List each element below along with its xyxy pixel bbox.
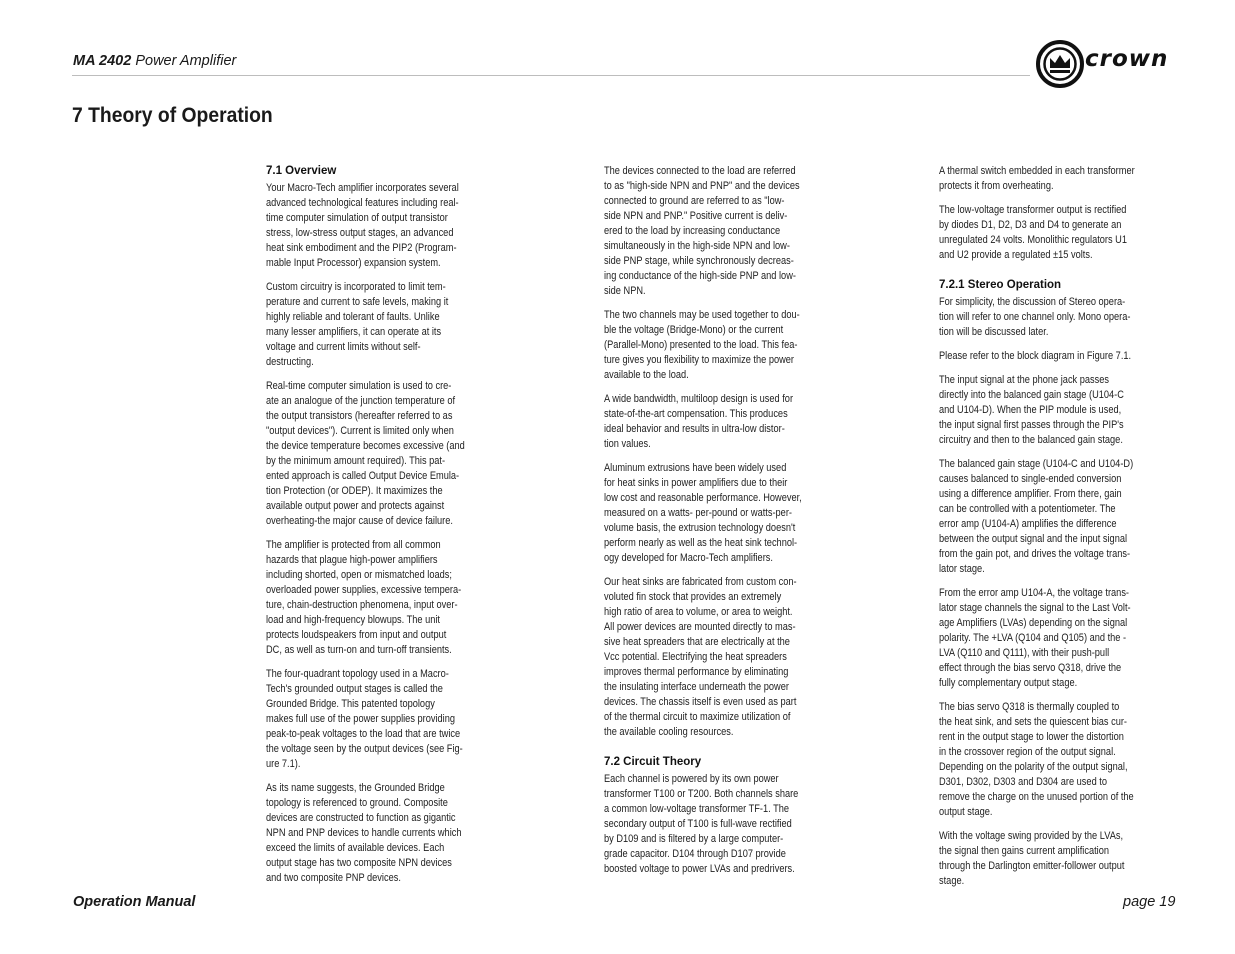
text-line: protects it from overheating. (939, 180, 1054, 192)
text-line: fully complementary output stage. (939, 677, 1078, 689)
text-line: output stage has two composite NPN devices (266, 857, 452, 869)
text-line: between the output signal and the input signal (939, 533, 1128, 545)
text-line: the voltage seen by the output devices (see Fig- (266, 743, 463, 755)
text-line: devices are constructed to function as gigantic (266, 812, 456, 824)
text-line: Vcc potential. Electrifying the heat spreaders (604, 651, 787, 663)
text-line: overheating-the major cause of device failure. (266, 515, 453, 527)
crown-logo (1036, 38, 1182, 90)
text-line: causes balanced to single-ended conversion (939, 473, 1122, 485)
crown-emblem-icon (1036, 38, 1084, 90)
paragraph (604, 575, 810, 740)
text-line: The two channels may be used together to dou- (604, 309, 800, 321)
text-line: ented approach is called Output Device Emula- (266, 470, 460, 482)
text-line: advanced technological features including real- (266, 197, 459, 209)
text-line: the input signal first passes through the PIP's (939, 419, 1124, 431)
text-line: voluted fin stock that provides an extremely (604, 591, 782, 603)
text-line: high ratio of area to volume, or area to weight. (604, 606, 793, 618)
text-line: ideal behavior and results in ultra-low distor- (604, 423, 785, 435)
paragraph (266, 280, 472, 370)
paragraph (604, 772, 810, 877)
paragraph (939, 349, 1145, 364)
text-line: ure 7.1). (266, 758, 301, 770)
text-line: NPN and PNP devices to handle currents which (266, 827, 462, 839)
text-line: topology is referenced to ground. Composite (266, 797, 448, 809)
text-line: of the thermal circuit to maximize utilization of (604, 711, 791, 723)
text-line: the heat sink, and sets the quiescent bias cur- (939, 716, 1128, 728)
paragraph (266, 379, 472, 529)
text-line: The amplifier is protected from all common (266, 539, 441, 551)
text-line: Our heat sinks are fabricated from custom con- (604, 576, 797, 588)
text-line: for heat sinks in power amplifiers due to their (604, 477, 788, 489)
heading-overview: 7.1 Overview (266, 165, 337, 177)
text-line: Grounded Bridge. This patented topology (266, 698, 435, 710)
paragraph (604, 308, 810, 383)
text-line: (Parallel-Mono) presented to the load. This fea- (604, 339, 798, 351)
text-line: state-of-the-art compensation. This produces (604, 408, 788, 420)
text-line: ture, chain-destruction phenomena, input over- (266, 599, 458, 611)
text-line: side PNP stage, while synchronously decreas- (604, 255, 794, 267)
text-line: D301, D302, D303 and D304 are used to (939, 776, 1107, 788)
text-line: using a difference amplifier. From there, gain (939, 488, 1122, 500)
text-line: Real-time computer simulation is used to cre- (266, 380, 452, 392)
text-line: load and high-frequency blowups. The unit (266, 614, 440, 626)
text-line: and U104-D). When the PIP module is used, (939, 404, 1122, 416)
footer-manual-title: Operation Manual (73, 894, 196, 910)
paragraph (266, 181, 472, 271)
text-line: rent in the output stage to lower the distortion (939, 731, 1124, 743)
text-line: side NPN and PNP." Positive current is deliv- (604, 210, 788, 222)
text-line: remove the charge on the unused portion of the (939, 791, 1134, 803)
text-line: the insulating interface underneath the power (604, 681, 789, 693)
text-line: low cost and reasonable performance. However, (604, 492, 802, 504)
text-line: The input signal at the phone jack passes (939, 374, 1110, 386)
text-line: Depending on the polarity of the output signal, (939, 761, 1128, 773)
text-line: simultaneously in the high-side NPN and low- (604, 240, 790, 252)
paragraph (266, 781, 472, 886)
text-line: voltage and current limits without self- (266, 341, 421, 353)
text-line: and U2 provide a regulated ±15 volts. (939, 249, 1093, 261)
text-line: Each channel is powered by its own power (604, 773, 779, 785)
paragraph (266, 667, 472, 772)
text-line: mable Input Processor) expansion system. (266, 257, 441, 269)
paragraph (939, 373, 1145, 448)
text-line: a common low-voltage transformer TF-1. The (604, 803, 790, 815)
text-line: time computer simulation of output transistor (266, 212, 448, 224)
paragraph (266, 538, 472, 658)
text-line: including shorted, open or mismatched loads; (266, 569, 452, 581)
paragraph (604, 392, 810, 452)
text-line: directly into the balanced gain stage (U104-C (939, 389, 1124, 401)
text-line: many lesser amplifiers, it can operate at its (266, 326, 442, 338)
text-line: improves thermal performance by eliminating (604, 666, 789, 678)
text-line: by D109 and is filtered by a large computer- (604, 833, 784, 845)
text-line: peak-to-peak voltages to the load that are twice (266, 728, 461, 740)
text-line: error amp (U104-A) amplifies the difference (939, 518, 1117, 530)
text-line: grade capacitor. D104 through D107 provide (604, 848, 786, 860)
text-line: heat sink embodiment and the PIP2 (Program- (266, 242, 457, 254)
text-line: Custom circuitry is incorporated to limit tem- (266, 281, 446, 293)
text-line: available to the load. (604, 369, 689, 381)
text-line: As its name suggests, the Grounded Bridge (266, 782, 445, 794)
text-line: Your Macro-Tech amplifier incorporates several (266, 182, 459, 194)
text-line: transformer T100 or T200. Both channels share (604, 788, 799, 800)
text-line: highly reliable and tolerant of faults. Unlike (266, 311, 440, 323)
column-2 (604, 164, 810, 886)
text-line: circuitry and then to the balanced gain stage. (939, 434, 1123, 446)
text-line: The low-voltage transformer output is rectified (939, 204, 1127, 216)
heading-circuit-theory: 7.2 Circuit Theory (604, 756, 702, 768)
text-line: hazards that plague high-power amplifiers (266, 554, 438, 566)
brand-wordmark: crown (1085, 46, 1169, 72)
text-line: For simplicity, the discussion of Stereo opera- (939, 296, 1126, 308)
text-line: tion will be discussed later. (939, 326, 1049, 338)
text-line: Please refer to the block diagram in Figure 7.1. (939, 350, 1132, 362)
paragraph (939, 700, 1145, 820)
text-line: polarity. The +LVA (Q104 and Q105) and the - (939, 632, 1127, 644)
text-line: Aluminum extrusions have been widely used (604, 462, 787, 474)
text-line: secondary output of T100 is full-wave rectified (604, 818, 792, 830)
text-line: ture gives you flexibility to maximize the power (604, 354, 795, 366)
text-line: overloaded power supplies, excessive tempera- (266, 584, 462, 596)
text-line: The four-quadrant topology used in a Macro- (266, 668, 449, 680)
text-line: DC, as well as turn-on and turn-off transients. (266, 644, 452, 656)
heading-stereo-operation: 7.2.1 Stereo Operation (939, 279, 1062, 291)
text-line: to as "high-side NPN and PNP" and the devices (604, 180, 800, 192)
paragraph (939, 295, 1145, 340)
paragraph (939, 586, 1145, 691)
text-line: from the gain pot, and drives the voltage trans- (939, 548, 1131, 560)
text-line: ate an analogue of the junction temperature of (266, 395, 456, 407)
text-line: age Amplifiers (LVAs) depending on the signal (939, 617, 1128, 629)
text-line: With the voltage swing provided by the LVAs, (939, 830, 1124, 842)
text-line: All power devices are mounted directly to mas- (604, 621, 796, 633)
text-line: volume basis, the extrusion technology doesn't (604, 522, 796, 534)
text-line: "output devices"). Current is limited only when (266, 425, 454, 437)
text-line: available output power and protects against (266, 500, 445, 512)
text-line: measured on a watts- per-pound or watts-per- (604, 507, 792, 519)
text-line: tion will refer to one channel only. Mono opera- (939, 311, 1131, 323)
text-line: ble the voltage (Bridge-Mono) or the current (604, 324, 784, 336)
text-line: in the crossover region of the output signal. (939, 746, 1116, 758)
text-line: the output transistors (hereafter referred to as (266, 410, 453, 422)
paragraph (604, 461, 810, 566)
text-line: The balanced gain stage (U104-C and U104-D) (939, 458, 1134, 470)
text-line: lator stage. (939, 563, 985, 575)
text-line: side NPN. (604, 285, 646, 297)
text-line: stress, low-stress output stages, an advanced (266, 227, 454, 239)
paragraph (939, 203, 1145, 263)
text-line: the available cooling resources. (604, 726, 734, 738)
column-1 (266, 164, 472, 895)
text-line: devices. The chassis itself is even used as part (604, 696, 797, 708)
text-line: A thermal switch embedded in each transformer (939, 165, 1135, 177)
paragraph (939, 829, 1145, 889)
text-line: ogy developed for Macro-Tech amplifiers. (604, 552, 773, 564)
text-line: boosted voltage to power LVAs and predrivers. (604, 863, 795, 875)
text-line: tion Protection (or ODEP). It maximizes the (266, 485, 443, 497)
document-header (73, 53, 236, 69)
text-line: connected to ground are referred to as "low- (604, 195, 785, 207)
text-line: The bias servo Q318 is thermally coupled to (939, 701, 1120, 713)
text-line: the device temperature becomes excessive (and (266, 440, 465, 452)
text-line: stage. (939, 875, 965, 887)
column-3 (939, 164, 1145, 898)
page-number: page 19 (1123, 894, 1176, 910)
text-line: The devices connected to the load are referred (604, 165, 796, 177)
section-title: 7 Theory of Operation (72, 104, 273, 127)
text-line: A wide bandwidth, multiloop design is used for (604, 393, 794, 405)
text-line: LVA (Q110 and Q111), with their push-pull (939, 647, 1110, 659)
paragraph (604, 164, 810, 299)
text-line: ing conductance of the high-side PNP and low- (604, 270, 796, 282)
text-line: unregulated 24 volts. Monolithic regulators U1 (939, 234, 1127, 246)
text-line: lator stage channels the signal to the Last Volt- (939, 602, 1131, 614)
text-line: makes full use of the power supplies providing (266, 713, 456, 725)
text-line: effect through the bias servo Q318, drive the (939, 662, 1122, 674)
text-line: perform nearly as well as the heat sink technol- (604, 537, 798, 549)
text-line: destructing. (266, 356, 314, 368)
text-line: sive heat spreaders that are electrically at the (604, 636, 790, 648)
paragraph (939, 164, 1145, 194)
text-line: Tech's grounded output stages is called the (266, 683, 443, 695)
text-line: perature and current to safe levels, making it (266, 296, 449, 308)
text-line: output stage. (939, 806, 993, 818)
product-name: Power Amplifier (135, 53, 237, 69)
text-line: tion values. (604, 438, 651, 450)
text-line: protects loudspeakers from input and output (266, 629, 447, 641)
text-line: can be controlled with a potentiometer. The (939, 503, 1116, 515)
text-line: ered to the load by increasing conductance (604, 225, 781, 237)
header-divider (72, 75, 1030, 76)
text-line: the signal then gains current amplification (939, 845, 1110, 857)
text-line: exceed the limits of available devices. Each (266, 842, 445, 854)
text-line: through the Darlington emitter-follower output (939, 860, 1125, 872)
model-name: MA 2402 (73, 53, 132, 69)
paragraph (939, 457, 1145, 577)
text-line: From the error amp U104-A, the voltage trans- (939, 587, 1130, 599)
text-line: and two composite PNP devices. (266, 872, 401, 884)
text-line: by the minimum amount required). This pat- (266, 455, 446, 467)
text-line: by diodes D1, D2, D3 and D4 to generate an (939, 219, 1122, 231)
